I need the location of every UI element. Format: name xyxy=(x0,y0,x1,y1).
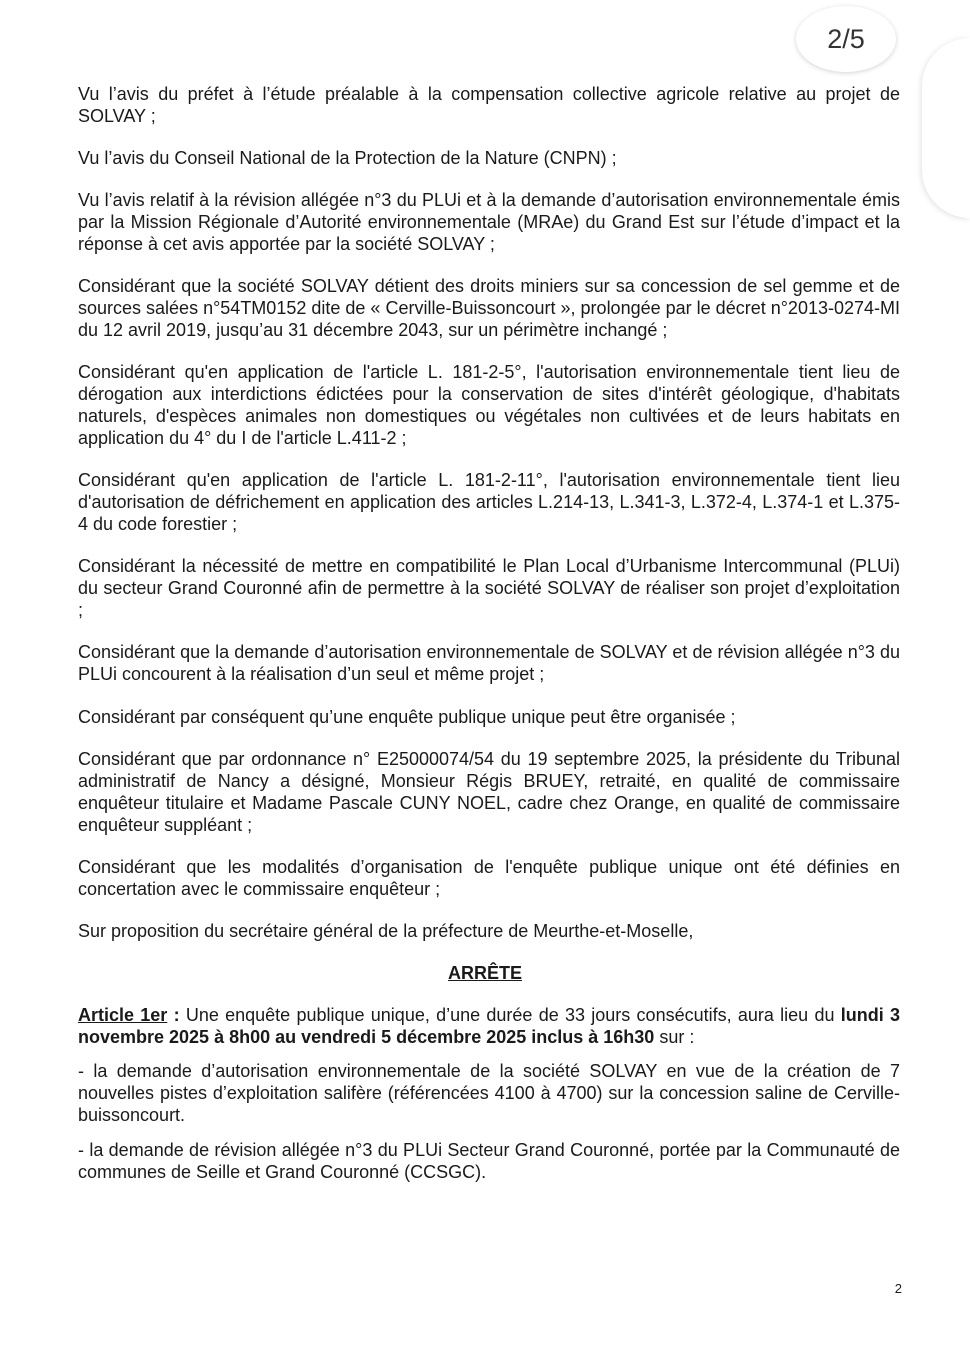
bullet-item: - la demande d’autorisation environnementale de la société SOLVAY en vue de la création de 7 nouvelles pistes d’exploitation salifère (référencées 4100 à 4700) sur la concession saline de Cerville-buissoncourt. xyxy=(78,1061,900,1125)
paragraph: Vu l’avis du préfet à l’étude préalable à la compensation collective agricole relative au projet de SOLVAY ; xyxy=(78,84,900,126)
section-heading: ARRÊTE xyxy=(447,963,522,983)
paragraph: Sur proposition du secrétaire général de la préfecture de Meurthe-et-Moselle, xyxy=(78,921,694,941)
paragraph: Considérant qu'en application de l'article L. 181-2-11°, l'autorisation environnementale tient lieu d'autorisation de défrichement en application des articles L.214-13, L.341-3, L.372-4, L.374-1 et L.375-4 du code forestier ; xyxy=(78,470,900,534)
paragraph: Considérant qu'en application de l'article L. 181-2-5°, l'autorisation environnementale tient lieu de dérogation aux interdictions édictées pour la conservation de sites d'intérêt géologique, d'habitats naturels, d'espèces animales non domestiques ou végétales non cultivées et de leurs habitats en application du 4° du I de l'article L.411-2 ; xyxy=(78,362,900,448)
paragraph: Considérant que la demande d’autorisation environnementale de SOLVAY et de révision allégée n°3 du PLUi concourent à la réalisation d’un seul et même projet ; xyxy=(78,642,900,684)
article-1 xyxy=(78,1004,900,1048)
article-text: Une enquête publique unique, d’une durée de 33 jours consécutifs, aura lieu du xyxy=(185,1005,841,1025)
page-number: 2 xyxy=(894,1281,902,1296)
paragraph: Vu l’avis du Conseil National de la Protection de la Nature (CNPN) ; xyxy=(78,148,617,168)
article-end: sur : xyxy=(654,1027,695,1047)
article-dates: lundi 3 novembre 2025 à 8h00 au vendredi 5 décembre 2025 inclus à 16h30 xyxy=(78,1005,900,1047)
page-indicator: 2/5 xyxy=(796,6,896,72)
paragraph: Considérant que la société SOLVAY détient des droits miniers sur sa concession de sel gemme et de sources salées n°54TM0152 dite de « Cerville-Buissoncourt », prolongée par le décret n°2013-0274-MI du 12 avril 2019, jusqu’au 31 décembre 2043, sur un périmètre inchangé ; xyxy=(78,276,900,340)
paragraph: Considérant par conséquent qu’une enquête publique unique peut être organisée ; xyxy=(78,707,736,727)
paragraph: Considérant que les modalités d’organisation de l'enquête publique unique ont été définies en concertation avec le commissaire enquêteur ; xyxy=(78,857,900,899)
paragraph: Vu l’avis relatif à la révision allégée n°3 du PLUi et à la demande d’autorisation environnementale émis par la Mission Régionale d’Autorité environnementale (MRAe) du Grand Est sur l’étude d’impact et la réponse à cet avis apportée par la société SOLVAY ; xyxy=(78,190,900,254)
article-separator: : xyxy=(167,1005,186,1025)
paragraph: Considérant que par ordonnance n° E25000074/54 du 19 septembre 2025, la présidente du Tribunal administratif de Nancy a désigné, Monsieur Régis BRUEY, retraité, en qualité de commissaire enquêteur titulaire et Madame Pascale CUNY NOEL, cadre chez Orange, en qualité de commissaire enquêteur suppléant ; xyxy=(78,749,900,835)
bullet-item: - la demande de révision allégée n°3 du PLUi Secteur Grand Couronné, portée par la Communauté de communes de Seille et Grand Couronné (CCSGC). xyxy=(78,1140,900,1182)
floating-action-button[interactable] xyxy=(922,38,970,218)
article-label: Article 1er xyxy=(78,1005,168,1025)
paragraph: Considérant la nécessité de mettre en compatibilité le Plan Local d’Urbanisme Intercommunal (PLUi) du secteur Grand Couronné afin de permettre à la société SOLVAY de réaliser son projet d’exploitation ; xyxy=(78,556,900,620)
